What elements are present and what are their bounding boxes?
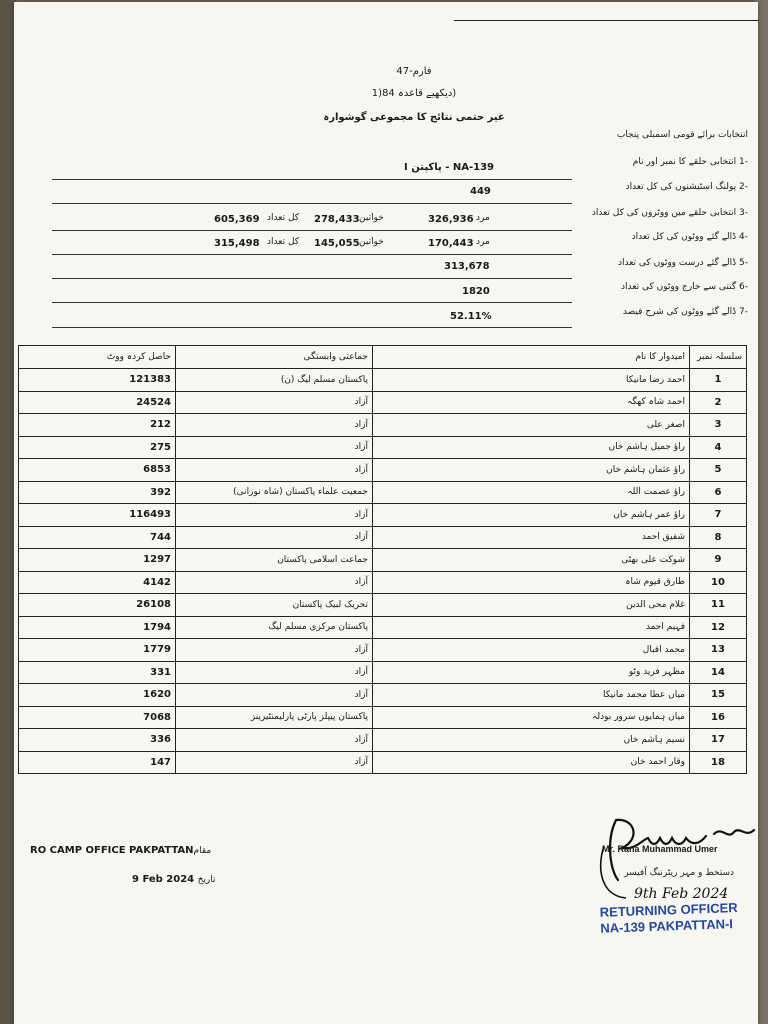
turnout-value: 52.11% xyxy=(450,311,492,322)
header-candidate: امیدوار کا نام xyxy=(373,346,690,369)
table-row xyxy=(19,459,747,482)
table-row xyxy=(19,594,747,617)
constituency-value: NA-139 - پاکپتن I xyxy=(404,162,494,173)
table-row xyxy=(19,549,747,572)
party-cell: آزاد xyxy=(176,504,373,527)
place-value: RO CAMP OFFICE PAKPATTAN xyxy=(30,845,194,856)
place-label: مقام xyxy=(193,846,212,856)
form-47-document xyxy=(14,2,758,1024)
serial-cell: 7 xyxy=(690,504,747,527)
rejected-votes-value: 1820 xyxy=(462,286,490,297)
table-row xyxy=(19,616,747,639)
rule-reference: (دیکھیے قاعدہ 84(1 xyxy=(371,88,457,99)
table-row xyxy=(19,436,747,459)
serial-cell: 18 xyxy=(690,751,747,774)
top-divider xyxy=(454,20,759,21)
serial-cell: 15 xyxy=(690,684,747,707)
officer-name: Mr. Rana Muhammad Umer xyxy=(602,844,718,854)
party-cell: آزاد xyxy=(176,751,373,774)
results-table xyxy=(18,345,747,774)
votes-cell: 116493 xyxy=(19,504,176,527)
table-row xyxy=(19,639,747,662)
party-cell: آزاد xyxy=(176,459,373,482)
votes-cell: 331 xyxy=(19,661,176,684)
table-row xyxy=(19,414,747,437)
votes-cell: 24524 xyxy=(19,391,176,414)
registered-male-label: مرد xyxy=(476,213,490,223)
registered-female-value: 278,433 xyxy=(314,214,360,225)
rule-2 xyxy=(52,203,572,204)
election-line: انتخابات برائے قومی اسمبلی پنجاب xyxy=(616,130,748,140)
party-cell: تحریک لبیک پاکستان xyxy=(176,594,373,617)
votes-cell: 336 xyxy=(19,729,176,752)
serial-cell: 4 xyxy=(690,436,747,459)
rule-5 xyxy=(52,278,572,279)
party-cell: آزاد xyxy=(176,571,373,594)
cast-female-label: خواتین xyxy=(359,237,384,247)
table-row xyxy=(19,369,747,392)
votes-cell: 1794 xyxy=(19,616,176,639)
summary-label-rejected-votes: -6 گنتی سے خارج ووٹوں کی تعداد xyxy=(621,282,748,292)
party-cell: جمعیت علماء پاکستان (شاہ نورانی) xyxy=(176,481,373,504)
party-cell: آزاد xyxy=(176,639,373,662)
candidate-cell: راؤ عمر ہاشم خاں xyxy=(373,504,690,527)
polling-stations-value: 449 xyxy=(470,186,491,197)
cast-total-label: کل تعداد xyxy=(267,237,300,247)
serial-cell: 12 xyxy=(690,616,747,639)
serial-cell: 2 xyxy=(690,391,747,414)
cast-female-value: 145,055 xyxy=(314,238,360,249)
handwritten-date: 9th Feb 2024 xyxy=(634,886,729,902)
candidate-cell: غلام محی الدین xyxy=(373,594,690,617)
registered-total-value: 605,369 xyxy=(214,214,260,225)
cast-total-value: 315,498 xyxy=(214,238,260,249)
votes-cell: 744 xyxy=(19,526,176,549)
party-cell: آزاد xyxy=(176,729,373,752)
registered-total-label: کل تعداد xyxy=(267,213,300,223)
stamp-line-1: RETURNING OFFICER xyxy=(599,899,738,920)
votes-cell: 26108 xyxy=(19,594,176,617)
place-field xyxy=(30,845,211,856)
table-row xyxy=(19,661,747,684)
summary-label-polling-stations: -2 پولنگ اسٹیشنوں کی کل تعداد xyxy=(625,182,748,192)
party-cell: پاکستان مسلم لیگ (ن) xyxy=(176,369,373,392)
table-row xyxy=(19,684,747,707)
party-cell: آزاد xyxy=(176,684,373,707)
summary-label-votes-cast: -4 ڈالے گئے ووٹوں کی کل تعداد xyxy=(631,232,748,242)
serial-cell: 1 xyxy=(690,369,747,392)
date-field xyxy=(132,874,216,885)
serial-cell: 3 xyxy=(690,414,747,437)
votes-cell: 392 xyxy=(19,481,176,504)
summary-label-registered-voters: -3 انتخابی حلقے میں ووٹروں کی کل تعداد xyxy=(591,208,748,218)
date-label: تاریخ xyxy=(197,875,216,885)
rule-3 xyxy=(52,230,572,231)
candidate-cell: راؤ عصمت اللہ xyxy=(373,481,690,504)
candidate-cell: میاں عطا محمد مانیکا xyxy=(373,684,690,707)
returning-officer-stamp xyxy=(599,899,760,937)
party-cell: آزاد xyxy=(176,526,373,549)
candidate-cell: وقار احمد خان xyxy=(373,751,690,774)
table-row xyxy=(19,751,747,774)
candidate-cell: مظہر فرید وٹو xyxy=(373,661,690,684)
votes-cell: 147 xyxy=(19,751,176,774)
table-row xyxy=(19,729,747,752)
signature-label: دستخط و مہر ریٹرننگ آفیسر xyxy=(624,868,734,878)
candidate-cell: احمد رضا مانیکا xyxy=(373,369,690,392)
candidate-cell: راؤ عثمان ہاشم خاں xyxy=(373,459,690,482)
rule-1 xyxy=(52,179,572,180)
serial-cell: 9 xyxy=(690,549,747,572)
serial-cell: 11 xyxy=(690,594,747,617)
serial-cell: 8 xyxy=(690,526,747,549)
votes-cell: 1779 xyxy=(19,639,176,662)
table-row xyxy=(19,706,747,729)
candidate-cell: میاں ہمایوں سرور بودلہ xyxy=(373,706,690,729)
summary-label-turnout: -7 ڈالے گئے ووٹوں کی شرح فیصد xyxy=(622,307,748,317)
rule-7 xyxy=(52,327,572,328)
party-cell: آزاد xyxy=(176,414,373,437)
party-cell: جماعت اسلامی پاکستان xyxy=(176,549,373,572)
registered-female-label: خواتین xyxy=(359,213,384,223)
candidate-cell: راؤ جمیل ہاشم خاں xyxy=(373,436,690,459)
cast-male-label: مرد xyxy=(476,237,490,247)
candidate-cell: شوکت علی بھٹی xyxy=(373,549,690,572)
serial-cell: 5 xyxy=(690,459,747,482)
party-cell: آزاد xyxy=(176,661,373,684)
party-cell: پاکستان مرکزی مسلم لیگ xyxy=(176,616,373,639)
votes-cell: 121383 xyxy=(19,369,176,392)
rule-6 xyxy=(52,302,572,303)
votes-cell: 275 xyxy=(19,436,176,459)
serial-cell: 16 xyxy=(690,706,747,729)
header-party: جماعتی وابستگی xyxy=(176,346,373,369)
table-row xyxy=(19,504,747,527)
candidate-cell: طارق قیوم شاہ xyxy=(373,571,690,594)
table-row xyxy=(19,571,747,594)
table-row xyxy=(19,481,747,504)
candidate-cell: نسیم ہاشم خاں xyxy=(373,729,690,752)
header-serial: سلسلہ نمبر xyxy=(690,346,747,369)
serial-cell: 17 xyxy=(690,729,747,752)
party-cell: آزاد xyxy=(176,391,373,414)
form-number: فارم-47 xyxy=(396,66,432,77)
votes-cell: 6853 xyxy=(19,459,176,482)
votes-cell: 212 xyxy=(19,414,176,437)
summary-label-constituency: -1 انتخابی حلقے کا نمبر اور نام xyxy=(632,157,748,167)
table-header-row xyxy=(19,346,747,369)
valid-votes-value: 313,678 xyxy=(444,261,490,272)
date-value: 9 Feb 2024 xyxy=(132,874,195,885)
candidate-cell: اصغر علی xyxy=(373,414,690,437)
serial-cell: 14 xyxy=(690,661,747,684)
votes-cell: 7068 xyxy=(19,706,176,729)
table-row xyxy=(19,526,747,549)
candidate-cell: محمد اقبال xyxy=(373,639,690,662)
stamp-line-2: NA-139 PAKPATTAN-I xyxy=(600,916,734,936)
form-title: غیر حتمی نتائج کا مجموعی گوشوارہ xyxy=(323,112,505,123)
votes-cell: 1620 xyxy=(19,684,176,707)
candidate-cell: احمد شاہ کھگہ xyxy=(373,391,690,414)
votes-cell: 4142 xyxy=(19,571,176,594)
serial-cell: 10 xyxy=(690,571,747,594)
party-cell: آزاد xyxy=(176,436,373,459)
votes-cell: 1297 xyxy=(19,549,176,572)
cast-male-value: 170,443 xyxy=(428,238,474,249)
candidate-cell: شفیق احمد xyxy=(373,526,690,549)
rule-4 xyxy=(52,254,572,255)
serial-cell: 6 xyxy=(690,481,747,504)
party-cell: پاکستان پیپلز پارٹی پارلیمنٹیرینز xyxy=(176,706,373,729)
candidate-cell: فہیم احمد xyxy=(373,616,690,639)
serial-cell: 13 xyxy=(690,639,747,662)
header-votes: حاصل کردہ ووٹ xyxy=(19,346,176,369)
summary-label-valid-votes: -5 ڈالے گئے درست ووٹوں کی تعداد xyxy=(617,258,748,268)
table-row xyxy=(19,391,747,414)
registered-male-value: 326,936 xyxy=(428,214,474,225)
